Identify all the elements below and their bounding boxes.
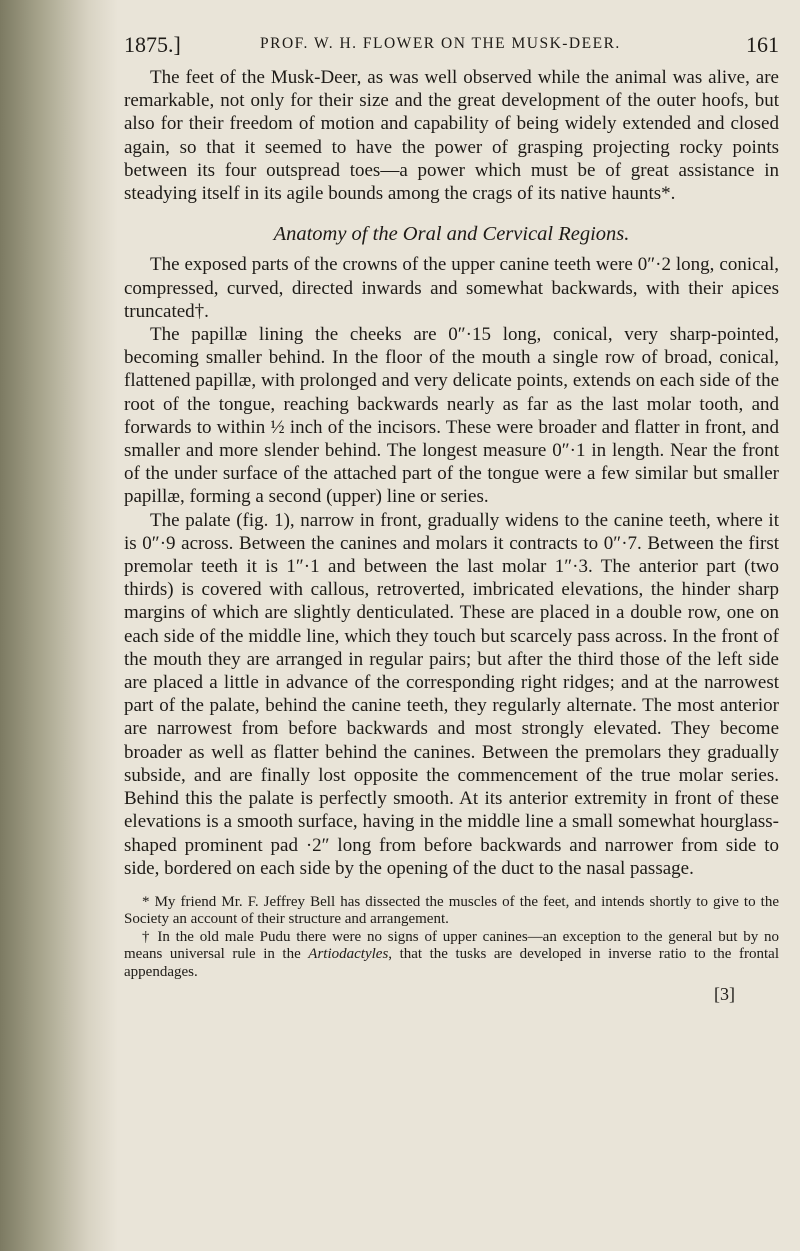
header-running-title: PROF. W. H. FLOWER ON THE MUSK-DEER. [260, 35, 621, 52]
footnotes [124, 894, 779, 982]
signature-mark: [3] [714, 984, 735, 1005]
header-page-number: 161 [746, 32, 779, 57]
binding-gutter [0, 0, 118, 1251]
section-title: Anatomy of the Oral and Cervical Regions. [273, 223, 630, 246]
header-year: 1875.] [124, 32, 181, 57]
footnote-1: * My friend Mr. F. Jeffrey Bell has dissected the muscles of the feet, and intends shortly to give to the Society an account of their structure and arrangement. [124, 893, 779, 928]
footnote-2-italic: Artiodactyles [308, 946, 389, 963]
running-header [124, 20, 779, 56]
intro-paragraph: The feet of the Musk-Deer, as was well observed while the animal was alive, are remarkable, not only for their size and the great development of the outer hoofs, but also for their freedom of motion and capability of being widely extended and closed again, so that it seemed to have the power of grasping projecting rocky points between its four outspread toes—a power which must be of great assistance in steadying itself in its agile bounds among the crags of its native haunts*. [124, 67, 779, 205]
paragraph-canine-teeth: The exposed parts of the crowns of the upper canine teeth were 0″·2 long, conical, compressed, curved, directed inwards and somewhat backwards, with their apices truncated†. [124, 254, 779, 322]
paragraph-papillae: The papillæ lining the cheeks are 0″·15 long, conical, very sharp-pointed, becoming smaller behind. In the floor of the mouth a single row of broad, conical, flattened papillæ, with prolonged and very delicate points, extends on each side of the root of the tongue, reaching backwards nearly as far as the last molar tooth, and forwards to within ½ inch of the incisors. These were broader and flatter in front, and smaller and more slender behind. The longest measure 0″·1 in length. Near the front of the under surface of the attached part of the tongue were a few similar but smaller papillæ, forming a second (upper) line or series. [124, 324, 779, 508]
footnote-2-text-b: , that the tusks are developed in inverse ratio to the frontal appendages. [124, 946, 779, 980]
footnote-2-text-a: † In the old male Pudu there were no signs of upper canines—an exception to the general but by no means universal rule in the [124, 928, 779, 963]
paragraph-palate: The palate (fig. 1), narrow in front, gradually widens to the canine teeth, where it is 0″·9 across. Between the canines and molars it contracts to 0″·7. Between the first premolar teeth it is 1″·1 and between the last molar 1″·3. The anterior part (two thirds) is covered with callous, retroverted, imbricated elevations, the hinder sharp margins of which are slightly denticulated. These are placed in a double row, one on each side of the middle line, which they touch but scarcely pass across. In the front of the mouth they are arranged in regular pairs; but after the third those of the left side are placed a little in advance of the corresponding right ridges; and at the narrowest part of the palate, behind the canine teeth, they regularly alternate. The most anterior are narrowest from before backwards and most strongly elevated. They become broader as well as flatter behind the canines. Between the premolars they gradually subside, and are finally lost opposite the commencement of the true molar series. Behind this the palate is perfectly smooth. At its anterior extremity in front of these elevations is a smooth surface, having in the middle line a small somewhat hourglass-shaped prominent pad ·2″ long from before backwards and narrower from side to side, bordered on each side by the opening of the duct to the nasal passage. [124, 509, 779, 879]
footnote-2 [124, 929, 779, 982]
page-body [124, 66, 779, 1007]
